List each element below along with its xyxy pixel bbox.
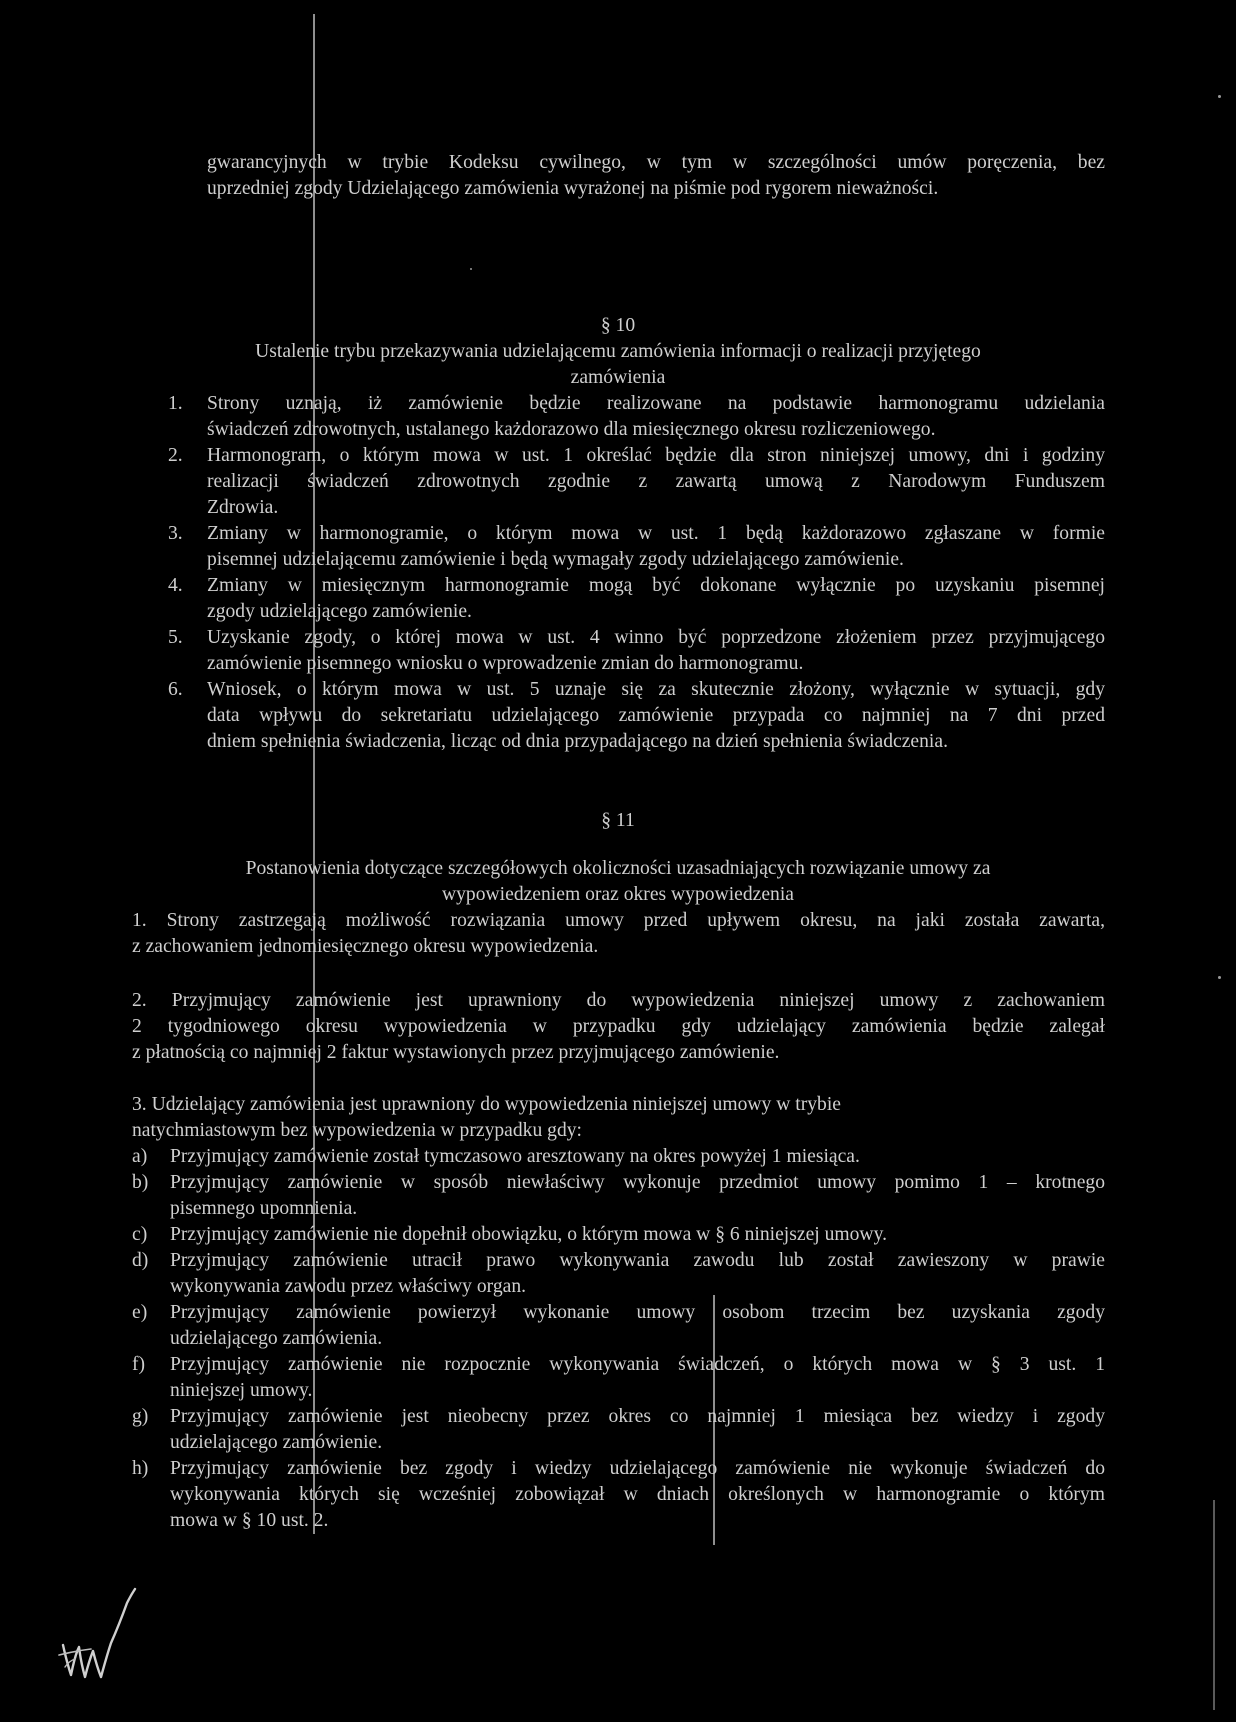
sub-list-item-letter: f) xyxy=(132,1354,146,1375)
list-item-number: 3. xyxy=(168,523,183,544)
scan-artifact-vertical-line xyxy=(1213,1500,1215,1710)
text-line: Uzyskanie zgody, o której mowa w ust. 4 winno być poprzedzone złożeniem przez przyjmującego xyxy=(207,627,1105,648)
sub-list-item xyxy=(132,1300,1105,1352)
sub-list-item-letter: b) xyxy=(132,1172,149,1193)
sub-list-item-letter: e) xyxy=(132,1302,148,1323)
text-line: 3. Udzielający zamówienia jest uprawniony do wypowiedzenia niniejszej umowy w trybie xyxy=(132,1094,841,1115)
list-item xyxy=(168,677,1105,755)
text-line: Przyjmujący zamówienie został tymczasowo aresztowany na okres powyżej 1 miesiąca. xyxy=(170,1146,860,1167)
list-item xyxy=(168,391,1105,443)
section-title-10-line: Ustalenie trybu przekazywania udzielającemu zamówienia informacji o realizacji przyjętego xyxy=(255,341,981,362)
text-line: realizacji świadczeń zdrowotnych zgodnie z zawartą umową z Narodowym Funduszem xyxy=(207,471,1105,492)
text-line: niniejszej umowy. xyxy=(170,1380,313,1401)
paragraph-3 xyxy=(132,1092,1105,1144)
text-line: Zmiany w miesięcznym harmonogramie mogą być dokonane wyłącznie po uzyskaniu pisemnej xyxy=(207,575,1105,596)
text-line: 2 tygodniowego okresu wypowiedzenia w przypadku gdy udzielający zamówienia będzie zalegał xyxy=(132,1016,1105,1037)
sub-list-item xyxy=(132,1170,1105,1222)
text-line: zamówienie pisemnego wniosku o wprowadzenie zmian do harmonogramu. xyxy=(207,653,804,674)
text-line: wykonywania zawodu przez właściwy organ. xyxy=(170,1276,527,1297)
text-line: Przyjmujący zamówienie utracił prawo wykonywania zawodu lub został zawieszony w prawie xyxy=(170,1250,1105,1271)
text-line: udzielającego zamówienia. xyxy=(170,1328,383,1349)
text-line: Przyjmujący zamówienie powierzył wykonanie umowy osobom trzecim bez uzyskania zgody xyxy=(170,1302,1105,1323)
sub-list-item-letter: d) xyxy=(132,1250,149,1271)
section-title-11-line: Postanowienia dotyczące szczegółowych okoliczności uzasadniających rozwiązanie umowy za xyxy=(245,858,991,879)
list-item-number: 2. xyxy=(168,445,183,466)
handwritten-signature-icon xyxy=(55,1585,155,1695)
sub-list-item xyxy=(132,1222,1105,1248)
text-line: gwarancyjnych w trybie Kodeksu cywilnego, w tym w szczególności umów poręczenia, bez xyxy=(207,152,1105,173)
text-line: Przyjmujący zamówienie w sposób niewłaściwy wykonuje przedmiot umowy pomimo 1 – krotnego xyxy=(170,1172,1105,1193)
list-item xyxy=(168,625,1105,677)
text-line: dniem spełnienia świadczenia, licząc od dnia przypadającego na dzień spełnienia świadczenia. xyxy=(207,731,948,752)
list-item xyxy=(168,521,1105,573)
text-line: Strony uznają, iż zamówienie będzie realizowane na podstawie harmonogramu udzielania xyxy=(207,393,1105,414)
sub-list-item-letter: c) xyxy=(132,1224,148,1245)
text-line: Zdrowia. xyxy=(207,497,279,518)
list-item xyxy=(168,443,1105,521)
sub-list-item-letter: a) xyxy=(132,1146,148,1167)
sub-list-item xyxy=(132,1248,1105,1300)
scan-artifact-speck xyxy=(1218,95,1221,98)
text-line: Przyjmujący zamówienie jest nieobecny przez okres co najmniej 1 miesiąca bez wiedzy i zgody xyxy=(170,1406,1105,1427)
text-line: z zachowaniem jednomiesięcznego okresu wypowiedzenia. xyxy=(132,936,599,957)
text-line: świadczeń zdrowotnych, ustalanego każdorazowo dla miesięcznego okresu rozliczeniowego. xyxy=(207,419,936,440)
text-line: Zmiany w harmonogramie, o którym mowa w ust. 1 będą każdorazowo zgłaszane w formie xyxy=(207,523,1105,544)
text-line: 2. Przyjmujący zamówienie jest uprawniony do wypowiedzenia niniejszej umowy z zachowaniem xyxy=(132,990,1105,1011)
text-line: Przyjmujący zamówienie nie rozpocznie wykonywania świadczeń, o których mowa w § 3 ust. 1 xyxy=(170,1354,1105,1375)
text-line: 1. Strony zastrzegają możliwość rozwiązania umowy przed upływem okresu, na jaki została zawarta, xyxy=(132,910,1105,931)
text-line: pisemnego upomnienia. xyxy=(170,1198,358,1219)
sub-list-item xyxy=(132,1456,1105,1534)
text-line: pisemnej udzielającemu zamówienie i będą wymagały zgody udzielającego zamówienie. xyxy=(207,549,904,570)
section-mark-11: § 11 xyxy=(601,810,635,831)
scan-artifact-speck xyxy=(470,268,472,270)
text-line: udzielającego zamówienie. xyxy=(170,1432,383,1453)
text-line: wykonywania których się wcześniej zobowiązał w dniach określonych w harmonogramie o którym xyxy=(170,1484,1105,1505)
text-line: mowa w § 10 ust. 2. xyxy=(170,1510,329,1531)
list-item-number: 5. xyxy=(168,627,183,648)
list-item-number: 4. xyxy=(168,575,183,596)
paragraph-1 xyxy=(132,908,1105,960)
text-line: Przyjmujący zamówienie bez zgody i wiedzy udzielającego zamówienie nie wykonuje świadczeń do xyxy=(170,1458,1105,1479)
section-title-10-line: zamówienia xyxy=(570,367,666,388)
text-line: z płatnością co najmniej 2 faktur wystawionych przez przyjmującego zamówienie. xyxy=(132,1042,780,1063)
text-line: zgody udzielającego zamówienie. xyxy=(207,601,472,622)
text-line: uprzedniej zgody Udzielającego zamówienia wyrażonej na piśmie pod rygorem nieważności. xyxy=(207,178,939,199)
text-line: data wpływu do sekretariatu udzielającego zamówienie przypada co najmniej na 7 dni przed xyxy=(207,705,1105,726)
list-item xyxy=(168,573,1105,625)
sub-list-item xyxy=(132,1144,1105,1170)
list-item-number: 1. xyxy=(168,393,183,414)
sub-list-item-letter: g) xyxy=(132,1406,149,1427)
intro-paragraph xyxy=(207,150,1105,202)
section-mark-10: § 10 xyxy=(600,315,636,336)
sub-list-item xyxy=(132,1404,1105,1456)
sub-list-item xyxy=(132,1352,1105,1404)
scan-artifact-speck xyxy=(1218,976,1221,979)
text-line: Wniosek, o którym mowa w ust. 5 uznaje się za skutecznie złożony, wyłącznie w sytuacji, gdy xyxy=(207,679,1105,700)
sub-list-item-letter: h) xyxy=(132,1458,149,1479)
list-item-number: 6. xyxy=(168,679,183,700)
section-title-11-line: wypowiedzeniem oraz okres wypowiedzenia xyxy=(441,884,794,905)
text-line: Harmonogram, o którym mowa w ust. 1 określać będzie dla stron niniejszej umowy, dni i godziny xyxy=(207,445,1105,466)
text-line: Przyjmujący zamówienie nie dopełnił obowiązku, o którym mowa w § 6 niniejszej umowy. xyxy=(170,1224,888,1245)
paragraph-2 xyxy=(132,988,1105,1066)
text-line: natychmiastowym bez wypowiedzenia w przypadku gdy: xyxy=(132,1120,582,1141)
